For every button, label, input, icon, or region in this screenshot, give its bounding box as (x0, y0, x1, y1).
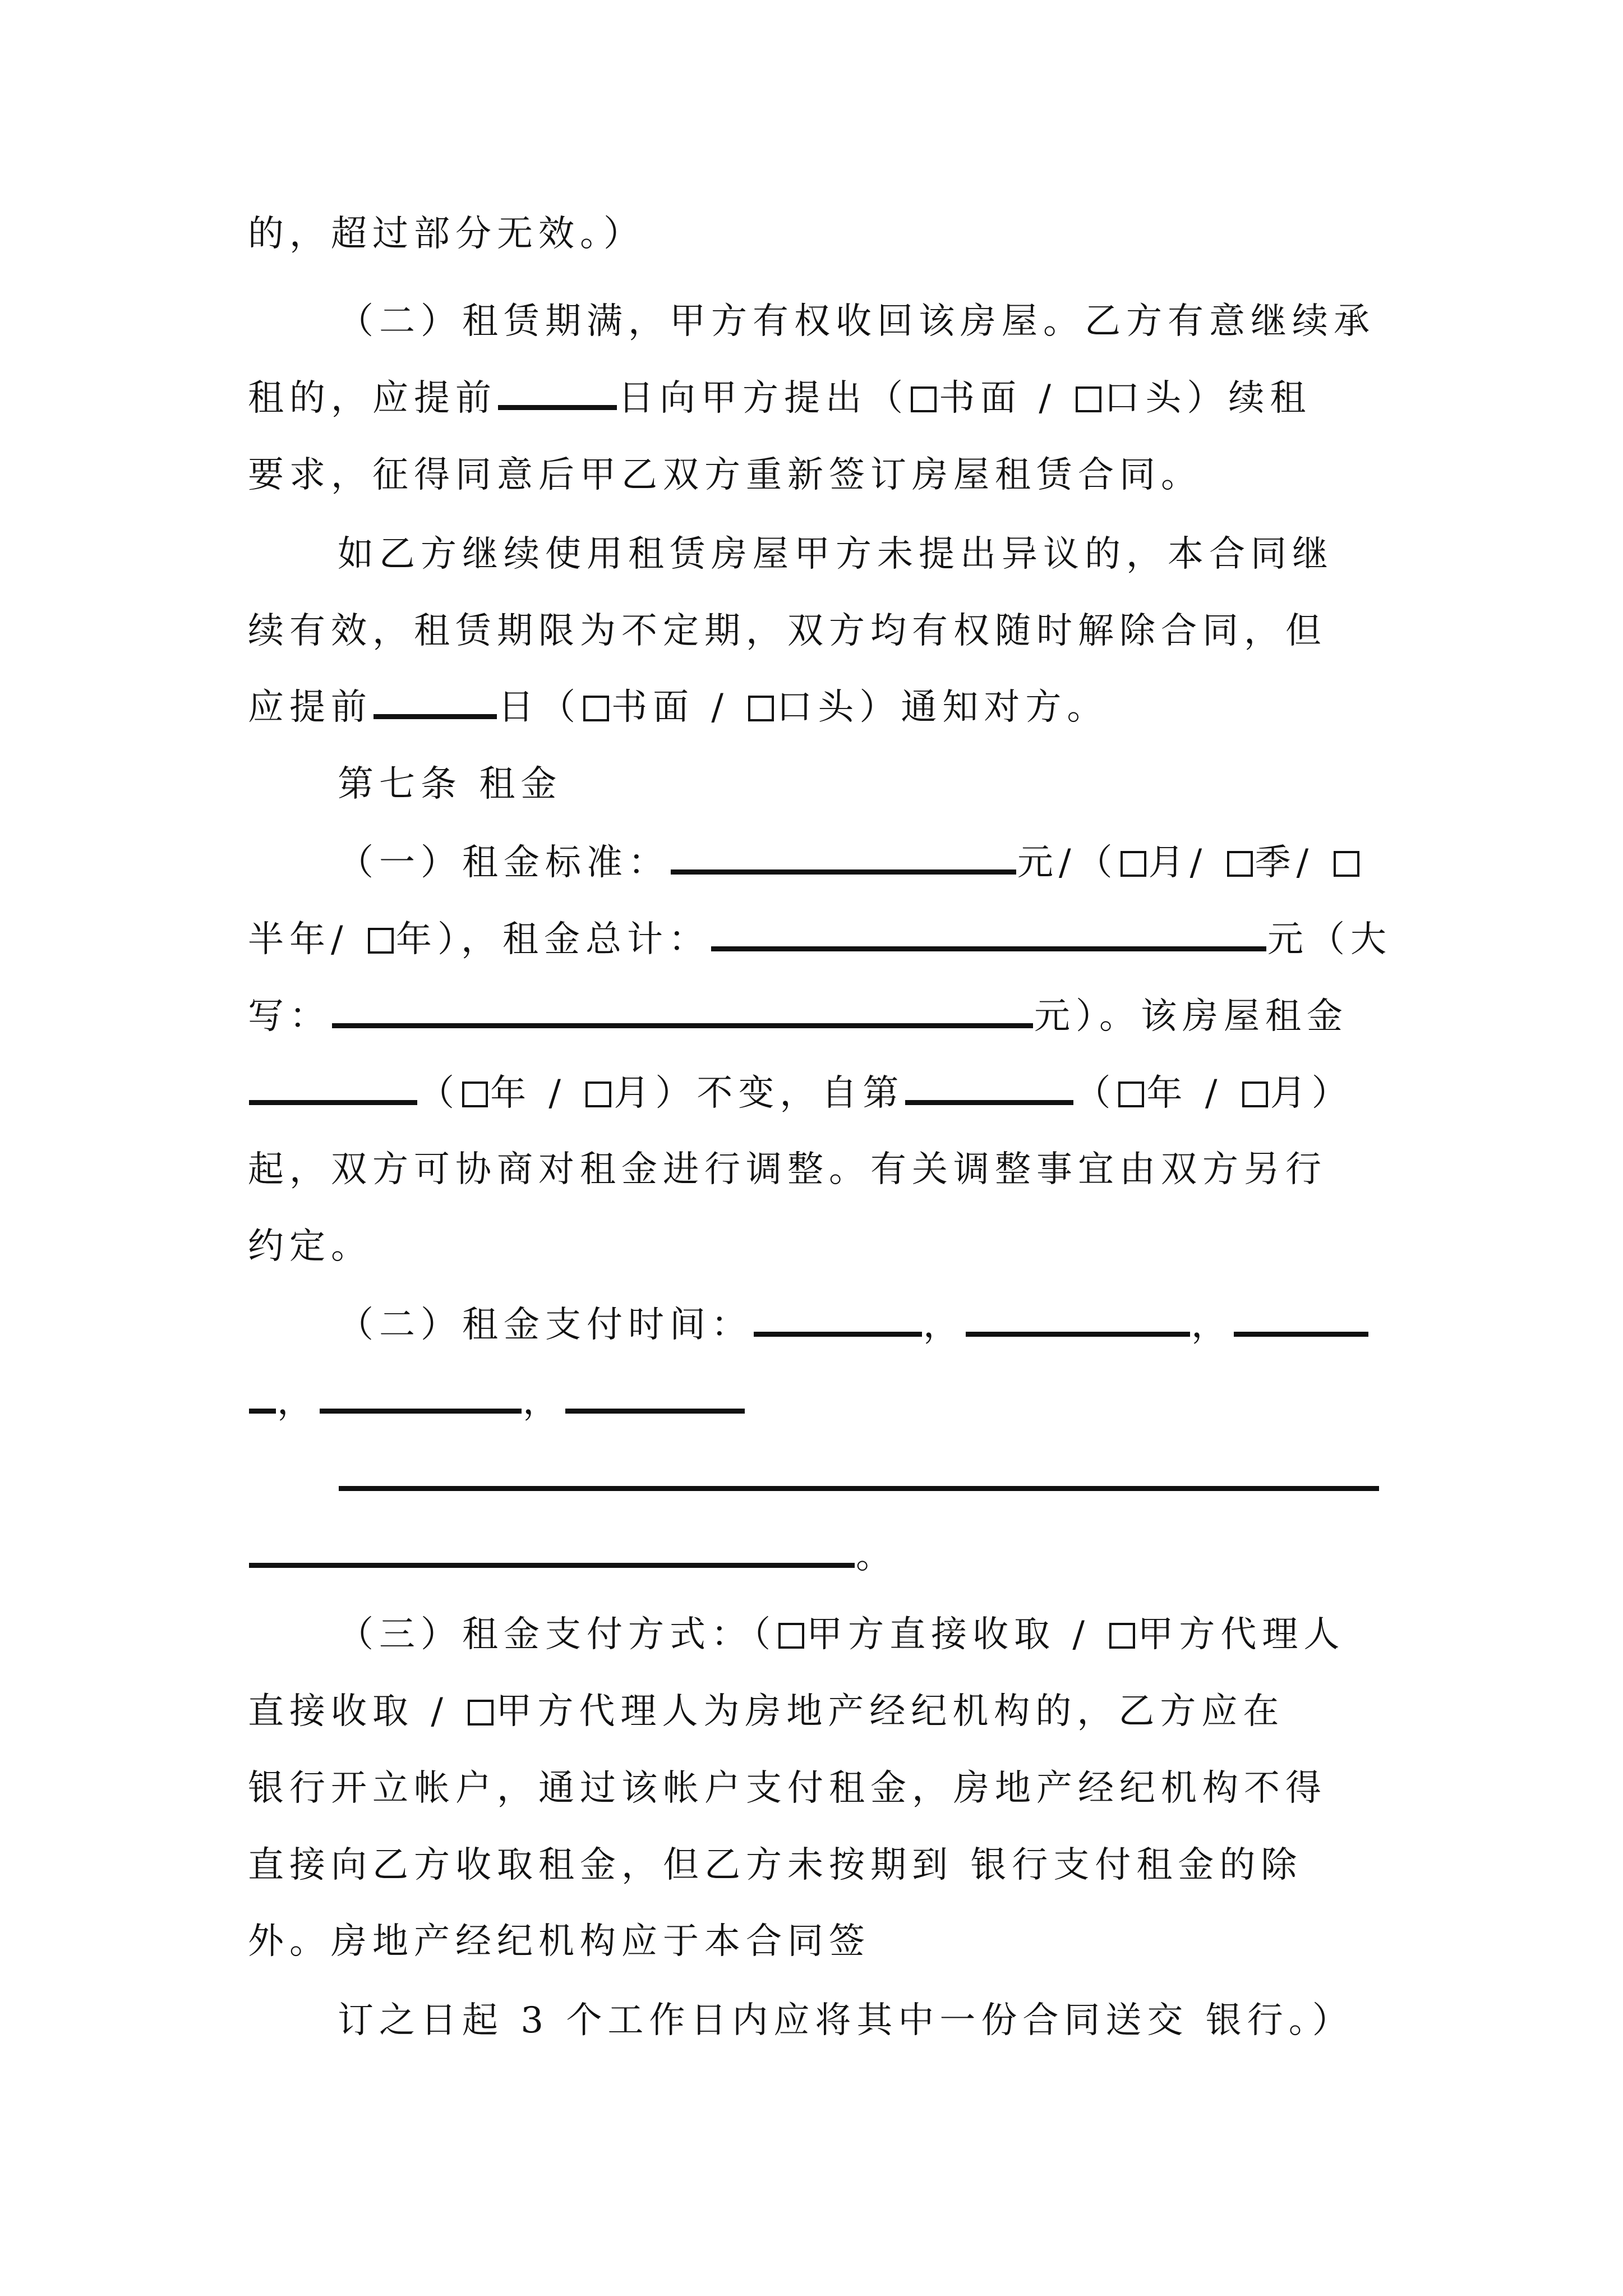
text-segment: （二）租金支付时间： (338, 1304, 753, 1346)
text-segment: ， (523, 1381, 564, 1423)
text-line-11 (248, 991, 1348, 1042)
text-segment: 书面 / (611, 687, 746, 728)
text-segment: （三）租金支付方式：（ (338, 1614, 776, 1655)
text-segment: 元）。该房屋租金 (1034, 996, 1348, 1037)
text-segment: 应提前 (248, 687, 372, 728)
text-segment: 要求，征得同意后甲乙双方重新签订房屋租赁合同。 (248, 454, 1202, 496)
fill-blank[interactable] (249, 1535, 855, 1568)
text-line-19 (338, 1609, 1345, 1660)
text-segment: 季/ (1255, 842, 1331, 884)
text-segment: 约定。 (248, 1226, 372, 1267)
text-line-15 (338, 1300, 1370, 1350)
text-segment: 月） (1270, 1073, 1353, 1114)
fill-blank[interactable] (1234, 1304, 1368, 1337)
text-segment: 半年/ (248, 919, 366, 960)
text-line-6 (248, 606, 1327, 656)
text-segment: 元（大 (1267, 919, 1392, 960)
text-line-1 (248, 209, 645, 259)
text-line-23 (248, 1916, 870, 1967)
fill-blank[interactable] (339, 1458, 1379, 1491)
text-segment: 年 / (1146, 1073, 1240, 1114)
text-line-18 (248, 1531, 897, 1581)
text-segment: 写： (248, 996, 331, 1037)
checkbox[interactable] (368, 928, 394, 954)
checkbox[interactable] (1121, 851, 1146, 877)
text-line-21 (248, 1763, 1327, 1814)
text-line-22 (248, 1840, 1302, 1890)
text-line-9 (338, 838, 1362, 888)
text-line-3 (248, 373, 1311, 424)
text-segment: 租的，应提前 (248, 378, 497, 419)
checkbox[interactable] (468, 1700, 494, 1726)
text-line-12 (248, 1068, 1353, 1119)
text-segment: 直接向乙方收取租金，但乙方未按期到 银行支付租金的除 (248, 1844, 1303, 1886)
text-segment: 甲方代理人为房地产经纪机构的，乙方应在 (496, 1691, 1285, 1732)
text-segment: 月/ (1148, 842, 1225, 884)
text-segment: （二）租赁期满，甲方有权收回该房屋。乙方有意继续承 (338, 301, 1375, 342)
fill-blank[interactable] (711, 918, 1266, 951)
text-segment: 的，超过部分无效。） (248, 213, 645, 255)
text-line-24 (338, 1995, 1354, 2046)
text-segment: （ (1075, 1073, 1117, 1114)
text-segment: 日向甲方提出（ (618, 378, 909, 419)
text-segment: 外。房地产经纪机构应于本合同签 (248, 1921, 870, 1962)
text-segment: 口头）续租 (1104, 378, 1312, 419)
text-segment: 订之日起 3 个工作日内应将其中一份合同送交 银行。） (338, 2000, 1354, 2041)
checkbox[interactable] (1242, 1082, 1268, 1107)
text-line-2 (338, 296, 1375, 347)
fill-blank[interactable] (671, 841, 1016, 875)
fill-blank[interactable] (905, 1072, 1073, 1105)
text-line-4 (248, 450, 1202, 500)
text-line-20 (248, 1686, 1284, 1737)
fill-blank[interactable] (332, 995, 1033, 1028)
text-segment: ， (1191, 1304, 1233, 1346)
checkbox[interactable] (911, 386, 937, 412)
checkbox[interactable] (585, 1082, 611, 1107)
fill-blank[interactable] (374, 686, 497, 719)
fill-blank[interactable] (498, 377, 617, 410)
checkbox[interactable] (1109, 1623, 1135, 1649)
text-segment: （一）租金标准： (338, 842, 670, 884)
text-segment: 月）不变，自第 (614, 1073, 905, 1114)
text-segment: 银行开立帐户，通过该帐户支付租金，房地产经纪机构不得 (248, 1768, 1327, 1809)
text-line-13 (248, 1144, 1327, 1195)
text-segment: 年），租金总计： (395, 919, 710, 960)
text-segment: ， (277, 1381, 319, 1423)
fill-blank[interactable] (320, 1381, 522, 1414)
text-segment: 口头）通知对方。 (776, 687, 1109, 728)
text-segment: 甲方直接收取 / (806, 1614, 1108, 1655)
text-line-5 (338, 529, 1334, 579)
checkbox[interactable] (1227, 851, 1253, 877)
text-segment: 续有效，租赁期限为不定期，双方均有权随时解除合同，但 (248, 610, 1327, 652)
checkbox[interactable] (462, 1082, 488, 1107)
checkbox[interactable] (1334, 851, 1359, 877)
fill-blank[interactable] (249, 1072, 417, 1105)
checkbox[interactable] (778, 1623, 804, 1649)
text-segment: 书面 / (939, 378, 1074, 419)
text-line-7 (248, 682, 1108, 733)
text-segment: 直接收取 / (248, 1691, 466, 1732)
text-segment: 元/（ (1017, 842, 1118, 884)
fill-blank[interactable] (249, 1381, 276, 1414)
text-segment: 第七条 租金 (338, 763, 562, 805)
text-line-10 (248, 914, 1392, 965)
text-segment: 年 / (490, 1073, 584, 1114)
text-line-14 (248, 1221, 372, 1272)
text-segment: 日（ (498, 687, 581, 728)
blank-line-17 (338, 1454, 1380, 1504)
text-segment: 起，双方可协商对租金进行调整。有关调整事宜由双方另行 (248, 1149, 1327, 1190)
text-segment: 如乙方继续使用租赁房屋甲方未提出异议的，本合同继 (338, 533, 1334, 575)
section-heading (338, 759, 562, 809)
checkbox[interactable] (1118, 1082, 1144, 1107)
text-segment: ， (923, 1304, 965, 1346)
fill-blank[interactable] (565, 1381, 745, 1414)
fill-blank[interactable] (754, 1304, 922, 1337)
text-segment: 。 (856, 1535, 897, 1577)
text-segment: （ (418, 1073, 460, 1114)
checkbox[interactable] (1076, 386, 1101, 412)
text-line-16 (248, 1377, 746, 1427)
checkbox[interactable] (748, 696, 774, 721)
text-segment: 甲方代理人 (1137, 1614, 1345, 1655)
checkbox[interactable] (583, 696, 609, 721)
fill-blank[interactable] (966, 1304, 1190, 1337)
